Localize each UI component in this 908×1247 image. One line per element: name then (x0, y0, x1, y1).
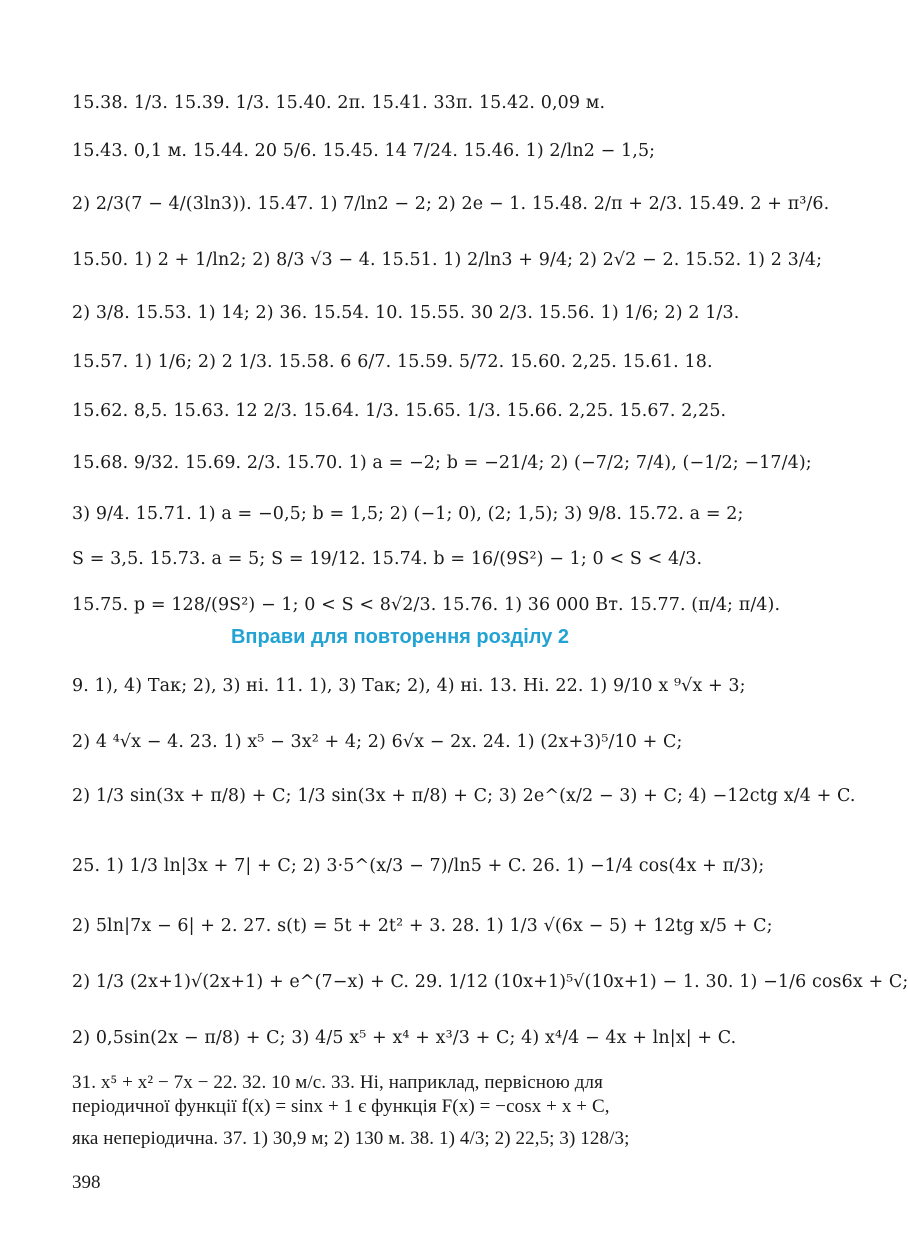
answer-line: 15.43. 0,1 м. 15.44. 20 5/6. 15.45. 14 7/24. 15.46. 1) 2/ln2 − 1,5; (72, 141, 656, 161)
review-answer-line: яка неперіодична. 37. 1) 30,9 м; 2) 130 м. 38. 1) 4/3; 2) 22,5; 3) 128/3; (72, 1128, 630, 1149)
answer-line: S = 3,5. 15.73. a = 5; S = 19/12. 15.74. b = 16/(9S²) − 1; 0 < S < 4/3. (72, 549, 703, 569)
answer-line: 3) 9/4. 15.71. 1) a = −0,5; b = 1,5; 2) (−1; 0), (2; 1,5); 3) 9/8. 15.72. a = 2; (72, 504, 744, 524)
answer-line: 15.62. 8,5. 15.63. 12 2/3. 15.64. 1/3. 15.65. 1/3. 15.66. 2,25. 15.67. 2,25. (72, 401, 727, 421)
review-answer-line: 2) 5ln|7x − 6| + 2. 27. s(t) = 5t + 2t² + 3. 28. 1) 1/3 √(6x − 5) + 12tg x/5 + C; (72, 916, 773, 936)
answer-line: 15.68. 9/32. 15.69. 2/3. 15.70. 1) a = −2; b = −21/4; 2) (−7/2; 7/4), (−1/2; −17/4); (72, 453, 812, 473)
answer-line: 15.75. p = 128/(9S²) − 1; 0 < S < 8√2/3. 15.76. 1) 36 000 Вт. 15.77. (π/4; π/4). (72, 595, 781, 615)
review-answer-line: 2) 4 ⁴√x − 4. 23. 1) x⁵ − 3x² + 4; 2) 6√x − 2x. 24. 1) (2x+3)⁵/10 + C; (72, 732, 683, 752)
answer-line: 15.57. 1) 1/6; 2) 2 1/3. 15.58. 6 6/7. 15.59. 5/72. 15.60. 2,25. 15.61. 18. (72, 352, 713, 372)
section-title: Вправи для повторення розділу 2 (230, 626, 570, 648)
review-answer-line: 2) 0,5sin(2x − π/8) + C; 3) 4/5 x⁵ + x⁴ + x³/3 + C; 4) x⁴/4 − 4x + ln|x| + C. (72, 1028, 737, 1048)
answer-line: 2) 3/8. 15.53. 1) 14; 2) 36. 15.54. 10. 15.55. 30 2/3. 15.56. 1) 1/6; 2) 2 1/3. (72, 303, 740, 323)
review-answer-line: 9. 1), 4) Так; 2), 3) ні. 11. 1), 3) Так; 2), 4) ні. 13. Ні. 22. 1) 9/10 x ⁹√x + 3; (72, 676, 746, 696)
review-answer-line: 25. 1) 1/3 ln|3x + 7| + C; 2) 3·5^(x/3 − 7)/ln5 + C. 26. 1) −1/4 cos(4x + π/3); (72, 856, 765, 876)
review-answer-line: періодичної функції f(x) = sinx + 1 є функція F(x) = −cosx + x + C, (72, 1096, 610, 1117)
answer-line: 2) 2/3(7 − 4/(3ln3)). 15.47. 1) 7/ln2 − 2; 2) 2e − 1. 15.48. 2/π + 2/3. 15.49. 2 + π³/6. (72, 194, 830, 214)
review-answer-line: 31. x⁵ + x² − 7x − 22. 32. 10 м/с. 33. Ні, наприклад, первісною для (72, 1072, 603, 1093)
review-answer-line: 2) 1/3 (2x+1)√(2x+1) + e^(7−x) + C. 29. 1/12 (10x+1)⁵√(10x+1) − 1. 30. 1) −1/6 cos6x + C; (72, 972, 908, 992)
answer-line: 15.38. 1/3. 15.39. 1/3. 15.40. 2π. 15.41. 33π. 15.42. 0,09 м. (72, 93, 606, 113)
page-number: 398 (72, 1172, 101, 1193)
review-answer-line: 2) 1/3 sin(3x + π/8) + C; 1/3 sin(3x + π/8) + C; 3) 2e^(x/2 − 3) + C; 4) −12ctg x/4 + C. (72, 786, 856, 806)
answer-line: 15.50. 1) 2 + 1/ln2; 2) 8/3 √3 − 4. 15.51. 1) 2/ln3 + 9/4; 2) 2√2 − 2. 15.52. 1) 2 3/4; (72, 250, 823, 270)
